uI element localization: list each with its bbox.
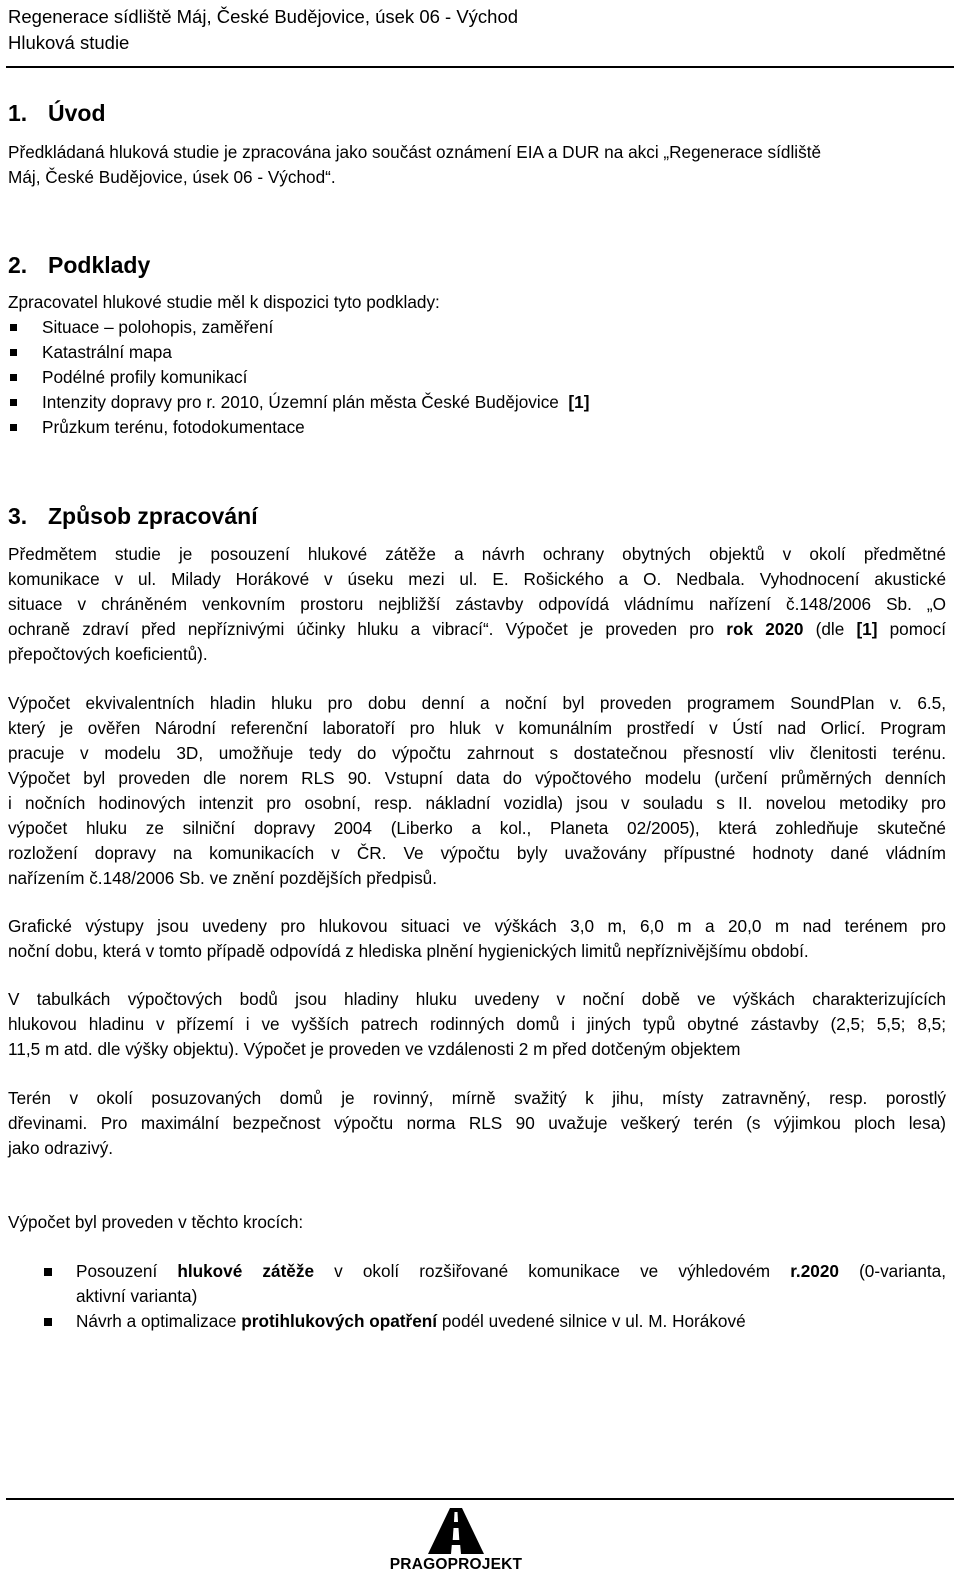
reference-marker: [1] [856, 619, 878, 639]
section-title: Podklady [48, 252, 151, 278]
steps-intro: Výpočet byl proveden v těchto krocích: [8, 1212, 304, 1232]
list-item [8, 1309, 946, 1334]
reference-marker: [1] [568, 392, 590, 412]
section-heading-1 [8, 100, 106, 127]
text-line: hlukovou hladinu v přízemí i ve vyšších patrech rodinných domů i jiných typů obytné zástavby (2,5; 5,5; 8,5; [8, 1014, 946, 1034]
text-line: Terén v okolí posuzovaných domů je rovinný, mírně svažitý k jihu, místy zatravněný, resp. porostlý [8, 1088, 946, 1108]
paragraph-graphics [8, 914, 946, 964]
text-line: situace v chráněném venkovním prostoru nejbližší zástavby odpovídá vládnímu nařízení č.148/2006 Sb. „O [8, 594, 946, 614]
text-line: který je ověřen Národní referenční laboratoří pro hluk v komunálním prostředí v Ústí nad Orlicí. Program [8, 718, 946, 738]
text-line: pracuje v modelu 3D, umožňuje tedy do výpočtu zahrnout s dostatečnou přesností vliv členitosti terénu. [8, 743, 946, 763]
text-line: Předmětem studie je posouzení hlukové zátěže a návrh ochrany obytných objektů v okolí předmětné [8, 544, 946, 564]
text-line: Návrh a optimalizace protihlukových opatření podél uvedené silnice v ul. M. Horákové [76, 1311, 746, 1331]
paragraph-subject [8, 542, 946, 667]
section-number: 3. [8, 503, 28, 529]
paragraph-method [8, 691, 946, 891]
list-item: Situace – polohopis, zaměření [8, 315, 589, 340]
paragraph-terrain [8, 1086, 946, 1161]
text-line: Máj, České Budějovice, úsek 06 - Východ“. [8, 167, 336, 187]
section-heading-3 [8, 503, 258, 530]
logo-text: PRAGOPROJEKT [389, 1556, 523, 1573]
text-line: rozložení dopravy na komunikacích v ČR. Ve výpočtu byly uvažovány přípustné hodnoty dané vládním [8, 843, 946, 863]
list-item [8, 1259, 946, 1309]
square-bullet-icon [10, 374, 17, 381]
square-bullet-icon [10, 424, 17, 431]
list-item: Katastrální mapa [8, 340, 589, 365]
section-number: 1. [8, 100, 28, 126]
text-line: přepočtových koeficientů). [8, 644, 208, 664]
section-1-paragraph [8, 140, 946, 190]
list-item: Intenzity dopravy pro r. 2010, Územní plán města České Budějovice [1] [8, 390, 589, 415]
sources-list [8, 315, 589, 440]
text-line: komunikace v ul. Milady Horákové v úseku mezi ul. E. Rošického a O. Nedbala. Vyhodnocení akustické [8, 569, 946, 589]
square-bullet-icon [10, 324, 17, 331]
list-item: Průzkum terénu, fotodokumentace [8, 415, 589, 440]
section-number: 2. [8, 252, 28, 278]
company-logo [386, 1504, 526, 1576]
square-bullet-icon [10, 399, 17, 406]
text-line: dřevinami. Pro maximální bezpečnost výpočtu norma RLS 90 uvažuje veškerý terén (s výjimkou ploch lesa) [8, 1113, 946, 1133]
header-divider [6, 66, 954, 68]
footer-divider [6, 1498, 954, 1500]
text-line: noční dobu, která v tomto případě odpovídá z hlediska plnění hygienických limitů nepříznivějšímu období. [8, 941, 809, 961]
text-line: Posouzení hlukové zátěže v okolí rozšiřované komunikace ve výhledovém r.2020 (0-varianta, [76, 1261, 947, 1281]
text-line: aktivní varianta) [76, 1286, 198, 1306]
text-line: V tabulkách výpočtových bodů jsou hladiny hluku uvedeny v noční době ve výškách charakterizujících [8, 989, 946, 1009]
text-line: ochraně zdraví před nepříznivými účinky hluku a vibrací“. Výpočet je proveden pro rok 2020 (dle [1] pomocí [8, 619, 946, 639]
steps-list [8, 1259, 946, 1334]
square-bullet-icon [44, 1318, 52, 1326]
section-heading-2 [8, 252, 150, 279]
road-logo-icon [386, 1504, 526, 1556]
list-item: Podélné profily komunikací [8, 365, 589, 390]
paragraph-tables [8, 987, 946, 1062]
text-line: Předkládaná hluková studie je zpracována jako součást oznámení EIA a DUR na akci „Regenerace sídliště [8, 142, 822, 162]
section-title: Úvod [48, 100, 106, 126]
document-subtitle: Hluková studie [8, 32, 130, 53]
text-line: jako odrazivý. [8, 1138, 114, 1158]
square-bullet-icon [10, 349, 17, 356]
text-line: nařízením č.148/2006 Sb. ve znění pozdějších předpisů. [8, 868, 437, 888]
section-2-intro: Zpracovatel hlukové studie měl k dispozici tyto podklady: [8, 292, 440, 312]
page-header [8, 4, 518, 56]
text-line: Výpočet ekvivalentních hladin hluku pro dobu denní a noční byl proveden programem SoundPlan v. 6.5, [8, 693, 946, 713]
text-line: 11,5 m atd. dle výšky objektu). Výpočet je proveden ve vzdálenosti 2 m před dotčeným objektem [8, 1039, 741, 1059]
text-line: i nočních hodinových intenzit pro osobní, resp. nákladní vozidla) jsou v souladu s II. novelou metodiky pro [8, 793, 946, 813]
text-line: Výpočet byl proveden dle norem RLS 90. Vstupní data do výpočtového modelu (určení průměrných denních [8, 768, 946, 788]
text-line: Grafické výstupy jsou uvedeny pro hlukovou situaci ve výškách 3,0 m, 6,0 m a 20,0 m nad terénem pro [8, 916, 946, 936]
text-line: výpočet hluku ze silniční dopravy 2004 (Liberko a kol., Planeta 02/2005), která zohledňuje skutečné [8, 818, 946, 838]
square-bullet-icon [44, 1268, 52, 1276]
document-title: Regenerace sídliště Máj, České Budějovice, úsek 06 - Východ [8, 6, 519, 27]
section-title: Způsob zpracování [48, 503, 258, 529]
target-year: rok 2020 [726, 619, 804, 639]
